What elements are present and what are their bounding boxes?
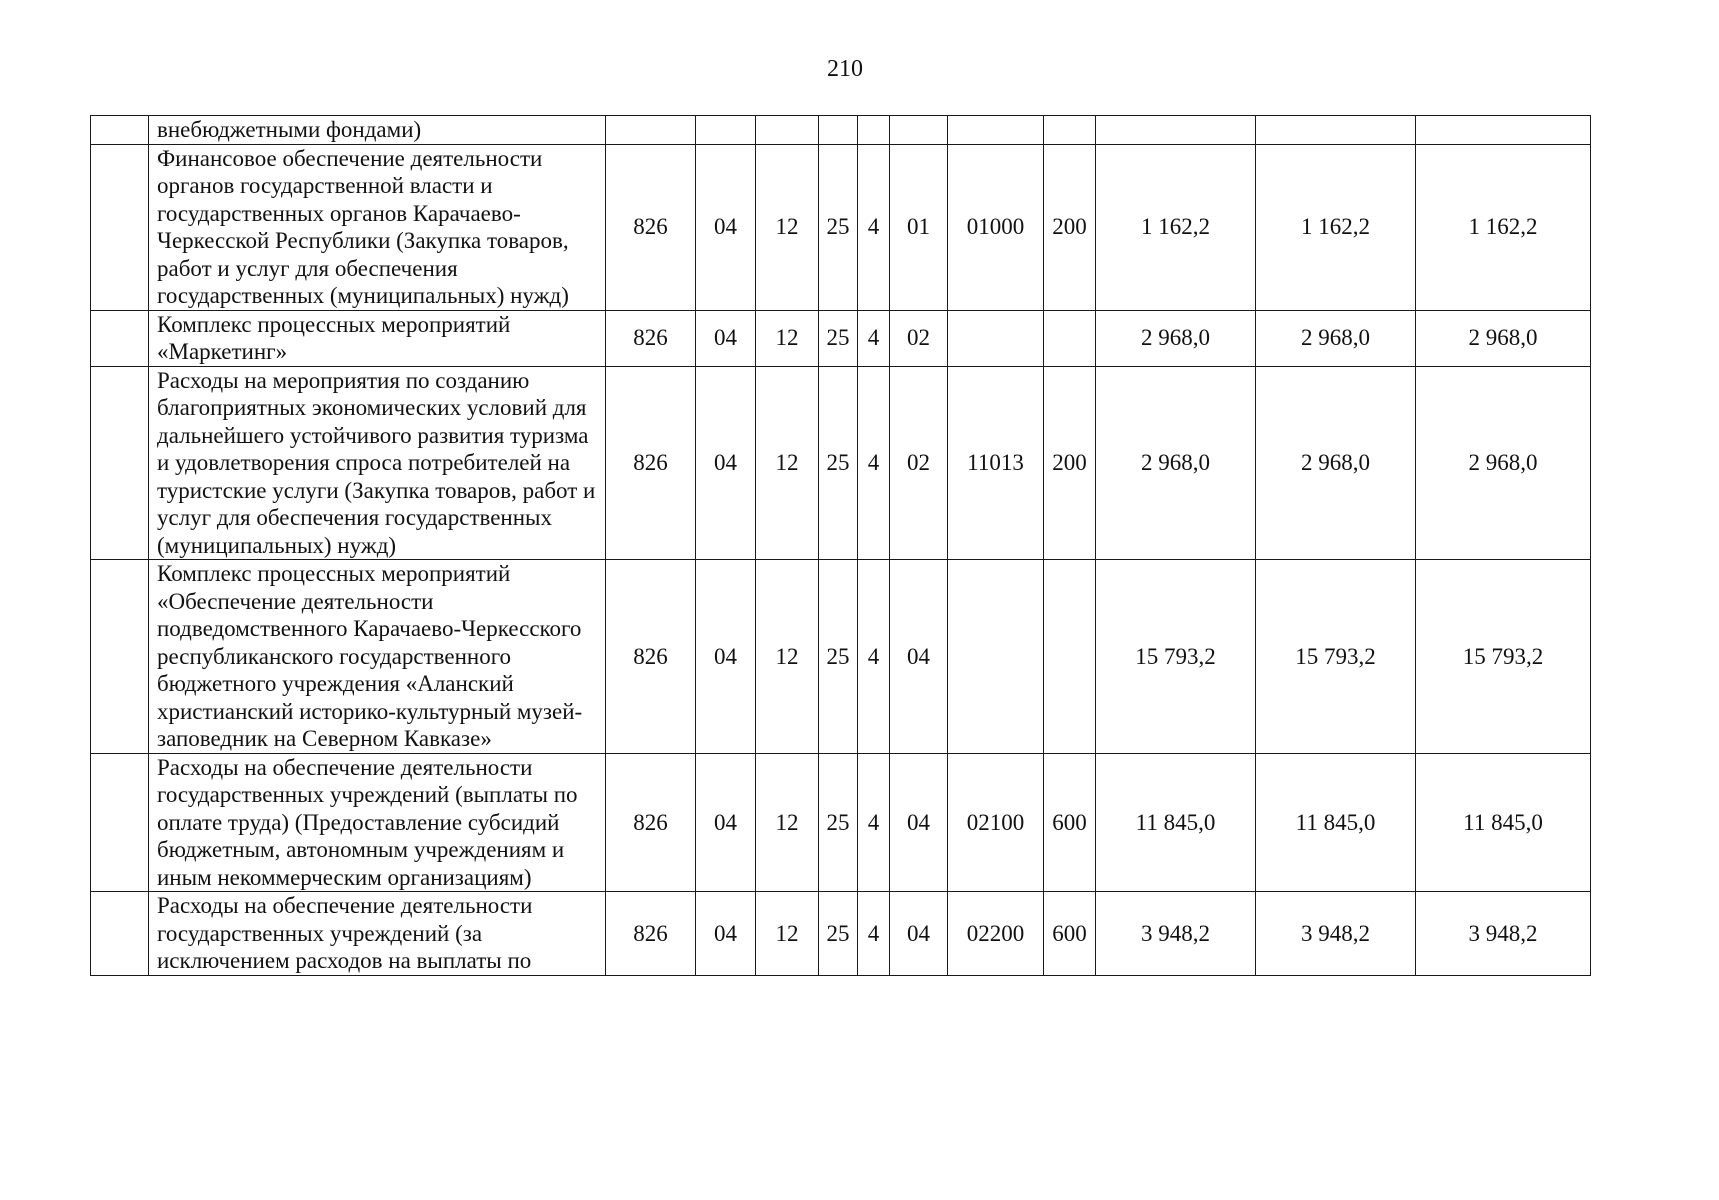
ministry-code: 826 bbox=[606, 366, 696, 560]
program-code: 25 bbox=[819, 753, 858, 892]
amount-3: 11 845,0 bbox=[1416, 753, 1591, 892]
table-row bbox=[91, 116, 1591, 145]
expense-type-code: 600 bbox=[1044, 753, 1096, 892]
program-code bbox=[819, 116, 858, 145]
amount-3: 3 948,2 bbox=[1416, 892, 1591, 976]
subsection-code: 12 bbox=[756, 310, 819, 366]
row-number bbox=[91, 560, 149, 754]
program-type-code: 4 bbox=[858, 310, 890, 366]
amount-2: 2 968,0 bbox=[1256, 310, 1416, 366]
amount-2: 11 845,0 bbox=[1256, 753, 1416, 892]
amount-3: 1 162,2 bbox=[1416, 144, 1591, 310]
expense-type-code bbox=[1044, 116, 1096, 145]
complex-code: 02 bbox=[890, 366, 948, 560]
direction-code bbox=[948, 560, 1044, 754]
direction-code bbox=[948, 116, 1044, 145]
subsection-code: 12 bbox=[756, 753, 819, 892]
expense-type-code: 200 bbox=[1044, 144, 1096, 310]
amount-1: 3 948,2 bbox=[1096, 892, 1256, 976]
complex-code: 02 bbox=[890, 310, 948, 366]
direction-code: 02200 bbox=[948, 892, 1044, 976]
amount-2: 2 968,0 bbox=[1256, 366, 1416, 560]
complex-code bbox=[890, 116, 948, 145]
page-number: 210 bbox=[827, 56, 863, 82]
table-row bbox=[91, 892, 1591, 976]
amount-2 bbox=[1256, 116, 1416, 145]
row-description: Расходы на мероприятия по созданию благоприятных экономических условий для дальнейшего устойчивого развития туризма и удовлетворения спроса потребителей на туристские услуги (Закупка товаров, работ и услуг для обеспечения государственных (муниципальных) нужд) bbox=[149, 366, 606, 560]
subsection-code: 12 bbox=[756, 144, 819, 310]
ministry-code: 826 bbox=[606, 310, 696, 366]
complex-code: 04 bbox=[890, 753, 948, 892]
amount-1: 1 162,2 bbox=[1096, 144, 1256, 310]
section-code bbox=[696, 116, 756, 145]
complex-code: 04 bbox=[890, 560, 948, 754]
section-code: 04 bbox=[696, 892, 756, 976]
ministry-code: 826 bbox=[606, 753, 696, 892]
row-number bbox=[91, 753, 149, 892]
amount-2: 1 162,2 bbox=[1256, 144, 1416, 310]
subsection-code: 12 bbox=[756, 366, 819, 560]
amount-1 bbox=[1096, 116, 1256, 145]
program-type-code: 4 bbox=[858, 892, 890, 976]
direction-code: 11013 bbox=[948, 366, 1044, 560]
ministry-code: 826 bbox=[606, 892, 696, 976]
row-number bbox=[91, 310, 149, 366]
direction-code: 01000 bbox=[948, 144, 1044, 310]
expense-type-code: 200 bbox=[1044, 366, 1096, 560]
table-row bbox=[91, 366, 1591, 560]
table-row bbox=[91, 560, 1591, 754]
program-type-code: 4 bbox=[858, 366, 890, 560]
section-code: 04 bbox=[696, 144, 756, 310]
amount-3: 15 793,2 bbox=[1416, 560, 1591, 754]
program-type-code bbox=[858, 116, 890, 145]
expense-type-code: 600 bbox=[1044, 892, 1096, 976]
section-code: 04 bbox=[696, 560, 756, 754]
program-type-code: 4 bbox=[858, 144, 890, 310]
row-description: Комплекс процессных мероприятий «Маркетинг» bbox=[149, 310, 606, 366]
ministry-code: 826 bbox=[606, 144, 696, 310]
subsection-code: 12 bbox=[756, 892, 819, 976]
ministry-code: 826 bbox=[606, 560, 696, 754]
expense-type-code bbox=[1044, 310, 1096, 366]
complex-code: 04 bbox=[890, 892, 948, 976]
program-code: 25 bbox=[819, 892, 858, 976]
amount-1: 11 845,0 bbox=[1096, 753, 1256, 892]
amount-2: 3 948,2 bbox=[1256, 892, 1416, 976]
program-code: 25 bbox=[819, 310, 858, 366]
section-code: 04 bbox=[696, 366, 756, 560]
row-number bbox=[91, 144, 149, 310]
amount-1: 2 968,0 bbox=[1096, 366, 1256, 560]
program-type-code: 4 bbox=[858, 753, 890, 892]
row-number bbox=[91, 116, 149, 145]
amount-3: 2 968,0 bbox=[1416, 310, 1591, 366]
amount-1: 15 793,2 bbox=[1096, 560, 1256, 754]
table-row bbox=[91, 144, 1591, 310]
program-type-code: 4 bbox=[858, 560, 890, 754]
row-number bbox=[91, 366, 149, 560]
section-code: 04 bbox=[696, 310, 756, 366]
budget-table bbox=[90, 115, 1591, 976]
ministry-code bbox=[606, 116, 696, 145]
amount-3: 2 968,0 bbox=[1416, 366, 1591, 560]
complex-code: 01 bbox=[890, 144, 948, 310]
row-description: Финансовое обеспечение деятельности органов государственной власти и государственных органов Карачаево-Черкесской Республики (Закупка товаров, работ и услуг для обеспечения государственных (муниципальных) нужд) bbox=[149, 144, 606, 310]
row-description: Комплекс процессных мероприятий «Обеспечение деятельности подведомственного Карачаево-Черкесского республиканского государственного бюджетного учреждения «Аланский христианский историко-культурный музей-заповедник на Северном Кавказе» bbox=[149, 560, 606, 754]
amount-2: 15 793,2 bbox=[1256, 560, 1416, 754]
section-code: 04 bbox=[696, 753, 756, 892]
subsection-code bbox=[756, 116, 819, 145]
direction-code: 02100 bbox=[948, 753, 1044, 892]
row-description: Расходы на обеспечение деятельности государственных учреждений (выплаты по оплате труда) (Предоставление субсидий бюджетным, автономным учреждениям и иным некоммерческим организациям) bbox=[149, 753, 606, 892]
row-description: внебюджетными фондами) bbox=[149, 116, 606, 145]
row-number bbox=[91, 892, 149, 976]
amount-1: 2 968,0 bbox=[1096, 310, 1256, 366]
expense-type-code bbox=[1044, 560, 1096, 754]
program-code: 25 bbox=[819, 560, 858, 754]
subsection-code: 12 bbox=[756, 560, 819, 754]
direction-code bbox=[948, 310, 1044, 366]
amount-3 bbox=[1416, 116, 1591, 145]
program-code: 25 bbox=[819, 144, 858, 310]
program-code: 25 bbox=[819, 366, 858, 560]
row-description: Расходы на обеспечение деятельности государственных учреждений (за исключением расходов на выплаты по bbox=[149, 892, 606, 976]
table-row bbox=[91, 310, 1591, 366]
table-row bbox=[91, 753, 1591, 892]
